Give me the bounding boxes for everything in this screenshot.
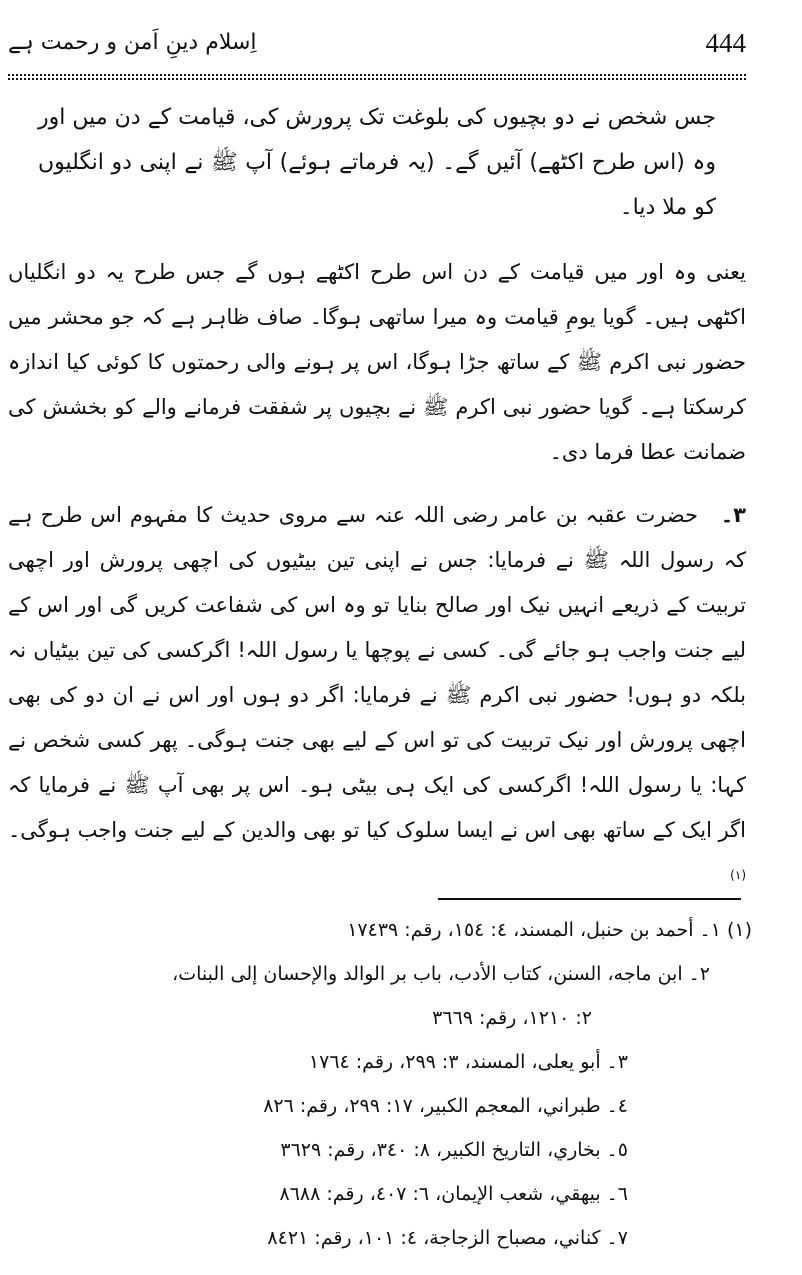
hadith-text: حضرت عقبہ بن عامر رضی اللہ عنہ سے مروی حدیث کا مفہوم اس طرح ہے کہ رسول اللہ ﷺ نے فرمایا: جس نے اپنی تین بیٹیوں کی اچھی پرورش اور اچھی تربیت کے ذریعے انہیں نیک اور صالح بنایا تو وہ اس کی شفاعت کریں گی اور اس کے لیے جنت واجب ہو جائے گی۔ کسی نے پوچھا یا رسول اللہ! اگرکسی کی تین بیٹیاں نہ بلکہ دو ہوں! حضور نبی اکرم ﷺ نے فرمایا: اگر دو ہوں اور اس نے ان دو کی بھی اچھی پرورش اور نیک تربیت کی تو اس کے لیے بھی جنت ہوگی۔ پھر کسی شخص نے کہا: یا رسول اللہ! اگرکسی کی ایک ہی بیٹی ہو۔ اس پر بھی آپ ﷺ نے فرمایا کہ اگر ایک کے ساتھ بھی اس نے ایسا سلوک کیا تو بھی والدین کے لیے جنت واجب ہوگی۔: [8, 503, 746, 842]
page-header: [8, 22, 746, 72]
hadith-quote: جس شخص نے دو بچیوں کی بلوغت تک پرورش کی، قیامت کے دن میں اور وہ (اس طرح اکٹھے) آئیں گے۔ (یہ فرماتے ہوئے) آپ ﷺ نے اپنی دو انگلیوں کو ملا دیا۔: [38, 105, 716, 220]
footnote-line: ٢: ١٢١٠، رقم: ٣٦٦٩: [432, 1007, 592, 1029]
header-dotted-rule-second: [8, 78, 746, 80]
header-dotted-rule: [8, 74, 746, 76]
paragraph-number: ٣۔: [720, 503, 746, 527]
footnote-line: ٤۔ طبراني، المعجم الكبير، ١٧: ٢٩٩، رقم: ٨٢٦: [263, 1095, 628, 1117]
footnote-separator: [438, 898, 741, 900]
footnote-line: ٢۔ ابن ماجه، السنن، كتاب الأدب، باب بر الوالد والإحسان إلى البنات،: [172, 963, 710, 985]
footnote-line: ٧۔ كناني، مصباح الزجاجة، ٤: ١٠١، رقم: ٨٤٢١: [267, 1227, 628, 1249]
footnote-line: ٥۔ بخاري، التاريخ الكبير، ٨: ٣٤٠، رقم: ٣٦٢٩: [280, 1139, 628, 1161]
footnote-line: (١) ١۔ أحمد بن حنبل، المسند، ٤: ١٥٤، رقم: ١٧٤٣٩: [347, 919, 752, 941]
footnote-line: ٦۔ بيهقي، شعب الإيمان، ٦: ٤٠٧، رقم: ٨٦٨٨: [279, 1183, 628, 1205]
footnote-marker: (١): [730, 868, 746, 882]
footnotes: [8, 908, 752, 1260]
running-title: اِسلام دینِ اَمن و رحمت ہے: [8, 30, 257, 55]
hadith-paragraph: [8, 493, 746, 903]
explanation-paragraph: یعنی وہ اور میں قیامت کے دن اس طرح اکٹھے ہوں گے جس طرح یہ دو انگلیاں اکٹھی ہیں۔ گویا یومِ قیامت وہ میرا ساتھی ہوگا۔ صاف ظاہر ہے کہ جو محشر میں حضور نبی اکرم ﷺ کے ساتھ جڑا ہوگا، اس پر ہونے والی رحمتوں کا کوئی کیا اندازہ کرسکتا ہے۔ گویا حضور نبی اکرم ﷺ نے بچیوں پر شفقت فرمانے والے کو بخشش کی ضمانت عطا فرما دی۔: [8, 260, 746, 464]
page-number: 444: [705, 28, 746, 58]
footnote-line: ٣۔ أبو يعلى، المسند، ٣: ٢٩٩، رقم: ١٧٦٤: [308, 1051, 628, 1073]
main-text: [8, 95, 746, 921]
